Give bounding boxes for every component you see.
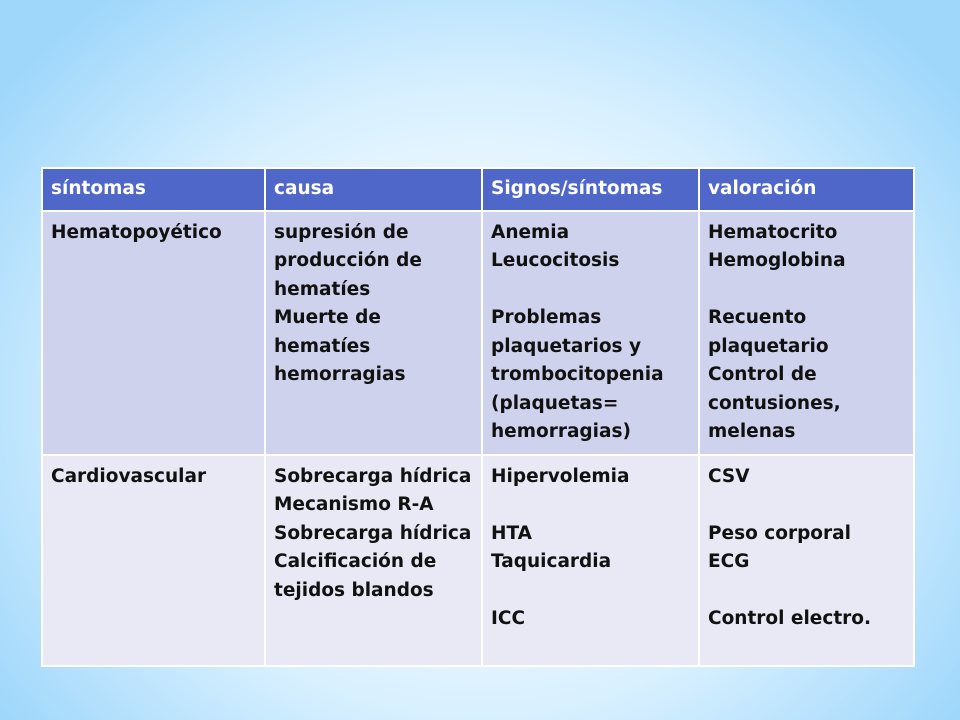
cell-sintomas: Hematopoyético: [42, 211, 265, 455]
cell-valoracion: CSV Peso corporal ECG Control electro.: [699, 455, 914, 666]
cell-signos: Hipervolemia HTA Taquicardia ICC: [482, 455, 699, 666]
cell-sintomas: Cardiovascular: [42, 455, 265, 666]
table-row: [42, 211, 914, 455]
header-sintomas: síntomas: [42, 168, 265, 211]
symptoms-table: [41, 167, 915, 667]
table-row: [42, 455, 914, 666]
cell-causa: Sobrecarga hídrica Mecanismo R-A Sobrecarga hídrica Calcificación de tejidos blandos: [265, 455, 482, 666]
header-valoracion: valoración: [699, 168, 914, 211]
cell-signos: Anemia Leucocitosis Problemas plaquetarios y trombocitopenia (plaquetas= hemorragias): [482, 211, 699, 455]
cell-causa: supresión de producción de hematíes Muerte de hematíes hemorragias: [265, 211, 482, 455]
header-signos-sintomas: Signos/síntomas: [482, 168, 699, 211]
cell-valoracion: Hematocrito Hemoglobina Recuento plaquetario Control de contusiones, melenas: [699, 211, 914, 455]
header-causa: causa: [265, 168, 482, 211]
table-header-row: [42, 168, 914, 211]
